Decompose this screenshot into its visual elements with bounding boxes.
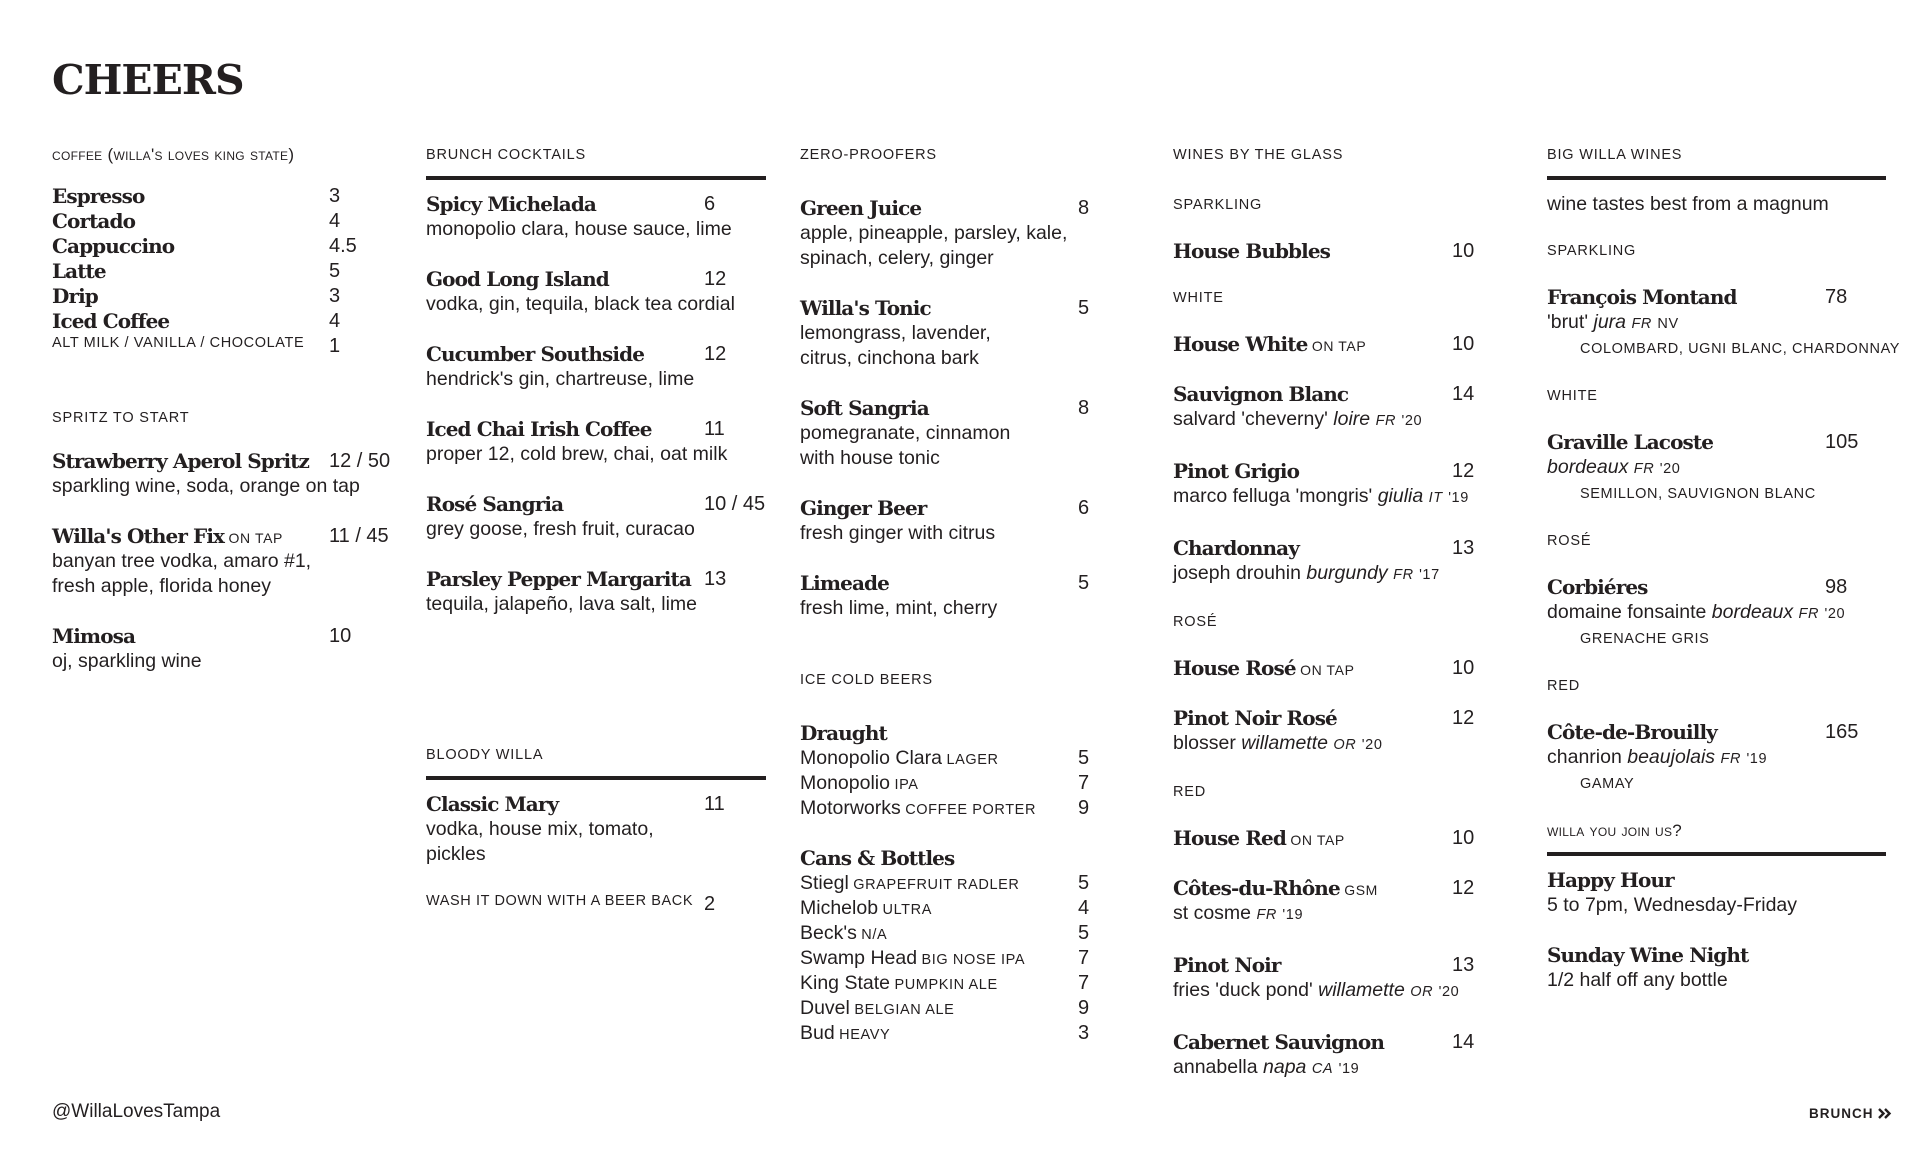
subheading-sparkling: SPARKLING <box>1547 243 1637 259</box>
menu-item: House Red ON TAP 10 <box>1173 826 1475 850</box>
menu-item: Rosé Sangria 10 / 45 grey goose, fresh fruit, curacao <box>426 492 766 540</box>
menu-item: Iced Chai Irish Coffee 11 proper 12, cold brew, chai, oat milk <box>426 417 728 465</box>
coffee-list <box>52 184 392 359</box>
list-item: King State PUMPKIN ALE 7 <box>800 972 1090 994</box>
column-brunch <box>426 146 766 617</box>
menu-item: Green Juice 8 apple, pineapple, parsley, kale, spinach, celery, ginger <box>800 196 1090 269</box>
menu-item: Classic Mary 11 vodka, house mix, tomato, pickles <box>426 792 725 865</box>
beer-back: WASH IT DOWN WITH A BEER BACK 2 <box>426 893 716 915</box>
list-item: Stiegl GRAPEFRUIT RADLER 5 <box>800 872 1090 894</box>
column-coffee-spritz <box>52 146 392 674</box>
draught-label: Draught <box>800 721 887 745</box>
menu-item: Spicy Michelada 6 monopolio clara, house sauce, lime <box>426 192 732 240</box>
list-item: Beck's N/A 5 <box>800 922 1090 944</box>
list-item: Cortado 4 <box>52 209 341 233</box>
section-heading-brunch: BRUNCH COCKTAILS <box>426 146 766 180</box>
menu-item: Sunday Wine Night 1/2 half off any bottle <box>1547 943 1749 991</box>
menu-item: François Montand 78 'brut' jura FR NV COLOMBARD, UGNI BLANC, CHARDONNAY <box>1547 285 1901 357</box>
list-item: Espresso 3 <box>52 184 341 208</box>
subheading-rose: ROSÉ <box>1547 533 1592 549</box>
menu-item: Côtes-du-Rhône GSM 12 st cosme FR '19 <box>1173 876 1475 924</box>
menu-item: House Rosé ON TAP 10 <box>1173 656 1475 680</box>
menu-item: Limeade 5 fresh lime, mint, cherry <box>800 571 1090 619</box>
menu-item: Happy Hour 5 to 7pm, Wednesday-Friday <box>1547 868 1798 916</box>
menu-item: Cabernet Sauvignon 14 annabella napa CA '19 <box>1173 1030 1475 1078</box>
list-item: Motorworks COFFEE PORTER 9 <box>800 797 1090 819</box>
list-item: Swamp Head BIG NOSE IPA 7 <box>800 947 1090 969</box>
list-item: Latte 5 <box>52 259 341 283</box>
subheading-white: WHITE <box>1173 290 1224 306</box>
column-zero-proof <box>800 146 1100 621</box>
menu-item: Pinot Noir 13 fries 'duck pond' willamette OR '20 <box>1173 953 1475 1001</box>
menu-item: House White ON TAP 10 <box>1173 332 1475 356</box>
section-heading-zero: ZERO-PROOFERS <box>800 147 937 163</box>
menu-item: Cucumber Southside 12 hendrick's gin, chartreuse, lime <box>426 342 727 390</box>
menu-item: Corbiéres 98 domaine fonsainte bordeaux FR '20 GRENACHE GRIS <box>1547 575 1848 647</box>
menu-item: House Bubbles 10 <box>1173 239 1475 263</box>
menu-item: Good Long Island 12 vodka, gin, tequila, black tea cordial <box>426 267 735 315</box>
column-big-willa <box>1547 146 1901 993</box>
menu-item: Parsley Pepper Margarita 13 tequila, jalapeño, lava salt, lime <box>426 567 727 615</box>
subheading-red: RED <box>1173 784 1207 800</box>
menu-item: Willa's Tonic 5 lemongrass, lavender, citrus, cinchona bark <box>800 296 1090 369</box>
section-heading-coffee: coffee (willa's loves king state) <box>52 145 295 164</box>
subheading-white: WHITE <box>1547 388 1598 404</box>
big-tagline: wine tastes best from a magnum <box>1547 193 1829 215</box>
menu-item: Strawberry Aperol Spritz 12 / 50 sparkling wine, soda, orange on tap <box>52 449 391 497</box>
section-heading-bloody: BLOODY WILLA <box>426 746 766 780</box>
list-item: Cappuccino 4.5 <box>52 234 357 258</box>
section-heading-join: willa you join us? <box>1547 822 1886 856</box>
list-item: Monopolio Clara LAGER 5 <box>800 747 1090 769</box>
menu-item: Pinot Grigio 12 marco felluga 'mongris' giulia IT '19 <box>1173 459 1475 507</box>
next-page-label: BRUNCH <box>1809 1106 1874 1121</box>
list-item: Monopolio IPA 7 <box>800 772 1090 794</box>
list-item: Bud HEAVY 3 <box>800 1022 1090 1044</box>
section-heading-spritz: SPRITZ TO START <box>52 410 190 426</box>
section-heading-beers: ICE COLD BEERS <box>800 672 933 688</box>
double-chevron-right-icon <box>1878 1108 1892 1119</box>
list-item: Michelob ULTRA 4 <box>800 897 1090 919</box>
coffee-addon: ALT MILK / VANILLA / CHOCOLATE 1 <box>52 335 341 357</box>
social-handle: @WillaLovesTampa <box>52 1101 221 1122</box>
menu-item: Graville Lacoste 105 bordeaux FR '20 SEMILLON, SAUVIGNON BLANC <box>1547 430 1859 502</box>
menu-item: Pinot Noir Rosé 12 blosser willamette OR '20 <box>1173 706 1475 754</box>
column-bloody <box>426 746 766 917</box>
menu-item: Sauvignon Blanc 14 salvard 'cheverny' loire FR '20 <box>1173 382 1475 430</box>
page-title: CHEERS <box>52 56 244 104</box>
menu-item: Chardonnay 13 joseph drouhin burgundy FR '17 <box>1173 536 1475 584</box>
list-item: Iced Coffee 4 <box>52 309 341 333</box>
menu-item: Ginger Beer 6 fresh ginger with citrus <box>800 496 1090 544</box>
section-heading-big: BIG WILLA WINES <box>1547 146 1886 180</box>
list-item: Duvel BELGIAN ALE 9 <box>800 997 1090 1019</box>
menu-item: Côte-de-Brouilly 165 chanrion beaujolais FR '19 GAMAY <box>1547 720 1859 792</box>
menu-item: Soft Sangria 8 pomegranate, cinnamon with house tonic <box>800 396 1090 469</box>
cans-label: Cans & Bottles <box>800 846 955 870</box>
column-wines-glass <box>1173 146 1483 1082</box>
menu-item: Willa's Other Fix ON TAP 11 / 45 banyan tree vodka, amaro #1, fresh apple, florida honey <box>52 524 389 597</box>
next-page-link[interactable] <box>1809 1106 1892 1121</box>
subheading-red: RED <box>1547 678 1581 694</box>
list-item: Drip 3 <box>52 284 341 308</box>
subheading-sparkling: SPARKLING <box>1173 197 1263 213</box>
subheading-rose: ROSÉ <box>1173 614 1218 630</box>
column-beers <box>800 671 1100 1046</box>
menu-item: Mimosa 10 oj, sparkling wine <box>52 624 352 672</box>
section-heading-glass: WINES BY THE GLASS <box>1173 147 1344 163</box>
